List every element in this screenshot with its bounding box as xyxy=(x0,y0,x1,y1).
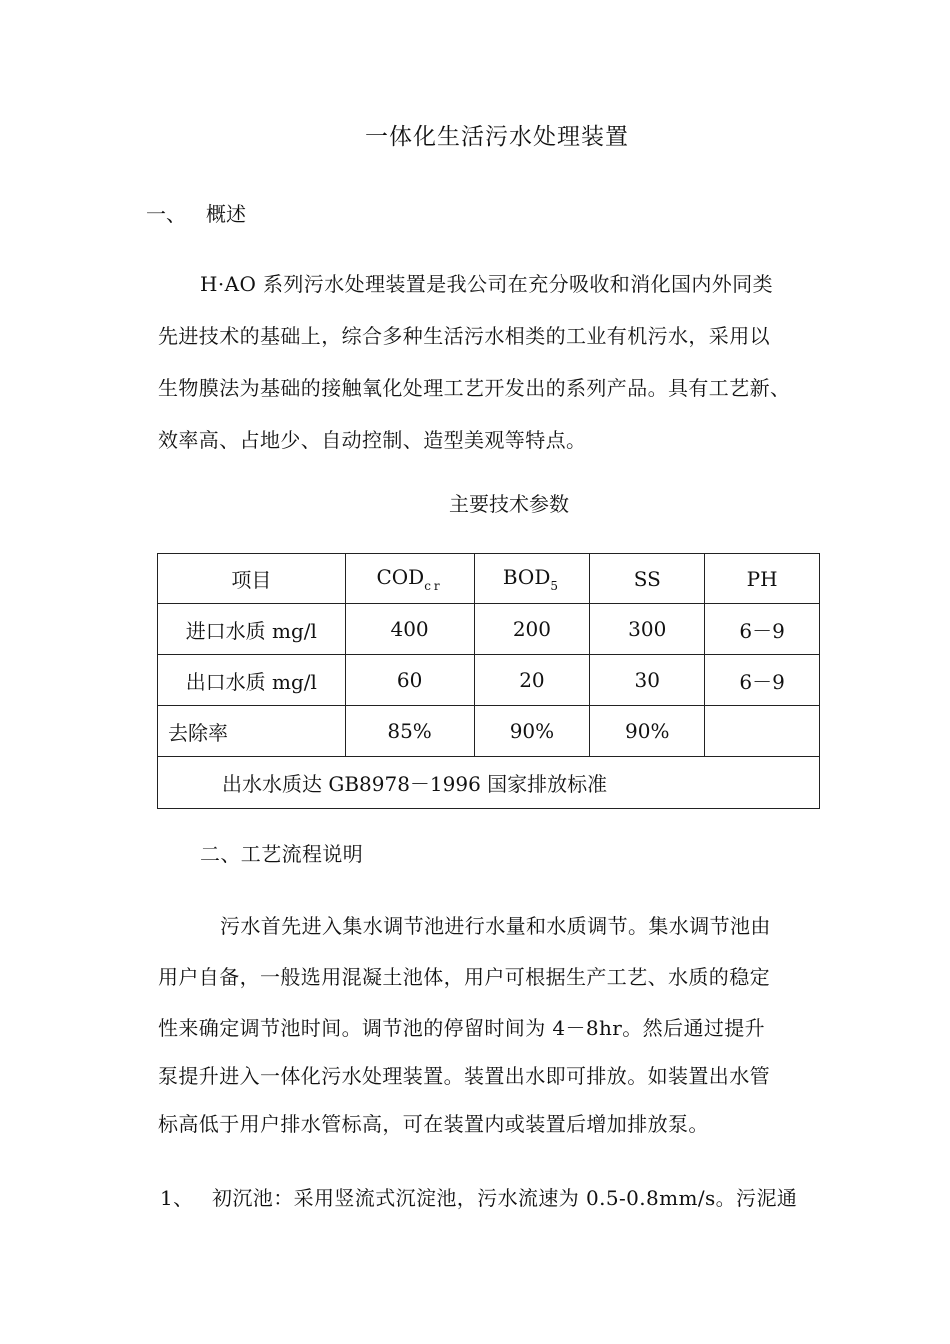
table-row xyxy=(158,604,820,655)
process-line: 污水首先进入集水调节池进行水量和水质调节。集水调节池由 xyxy=(220,914,771,938)
header-ss: SS xyxy=(590,554,705,604)
table-caption: 主要技术参数 xyxy=(449,492,569,516)
table-cell: 300 xyxy=(590,604,705,655)
process-line: 标高低于用户排水管标高，可在装置内或装置后增加排放泵。 xyxy=(158,1112,709,1136)
table-cell xyxy=(705,706,820,757)
table-note-row xyxy=(158,757,820,809)
page-title: 一体化生活污水处理装置 xyxy=(365,124,629,150)
item-1-number: 1、 xyxy=(160,1186,194,1210)
table-cell: 90% xyxy=(474,706,590,757)
section-2-heading: 二、工艺流程说明 xyxy=(200,842,364,866)
bod-subscript: 5 xyxy=(550,578,561,593)
table-cell: 90% xyxy=(590,706,705,757)
table-note: 出水水质达 GB8978－1996 国家排放标准 xyxy=(158,757,820,809)
table-cell: 85% xyxy=(345,706,474,757)
header-cod: $COD_{cr}$ xyxy=(345,554,474,604)
table-row xyxy=(158,706,820,757)
section-1-number: 一、 xyxy=(146,202,186,226)
header-bod: $BOD_5$ xyxy=(474,554,590,604)
intro-line: 生物膜法为基础的接触氧化处理工艺开发出的系列产品。具有工艺新、 xyxy=(158,376,791,400)
header-item: 项目 xyxy=(158,554,346,604)
intro-line: 先进技术的基础上，综合多种生活污水相类的工业有机污水，采用以 xyxy=(158,324,770,348)
table-cell: 出口水质 mg/l xyxy=(158,655,346,706)
process-line: 泵提升进入一体化污水处理装置。装置出水即可排放。如装置出水管 xyxy=(158,1064,770,1088)
process-line: 性来确定调节池时间。调节池的停留时间为 4－8hr。然后通过提升 xyxy=(158,1016,766,1040)
header-ph: PH xyxy=(705,554,820,604)
table-cell: 200 xyxy=(474,604,590,655)
table-cell: 6－9 xyxy=(705,604,820,655)
table-cell: 400 xyxy=(345,604,474,655)
table-cell: 去除率 xyxy=(158,706,346,757)
intro-line: 效率高、占地少、自动控制、造型美观等特点。 xyxy=(158,428,587,452)
table-cell: 30 xyxy=(590,655,705,706)
table-cell: 60 xyxy=(345,655,474,706)
table-header-row xyxy=(158,554,820,604)
table-cell: 进口水质 mg/l xyxy=(158,604,346,655)
table-row xyxy=(158,655,820,706)
intro-line: H·AO 系列污水处理装置是我公司在充分吸收和消化国内外同类 xyxy=(200,272,773,296)
item-1-text: 初沉池：采用竖流式沉淀池，污水流速为 0.5-0.8mm/s。污泥通 xyxy=(212,1186,798,1210)
table-cell: 6－9 xyxy=(705,655,820,706)
technical-parameters-table xyxy=(157,553,820,809)
table-cell: 20 xyxy=(474,655,590,706)
cod-subscript: cr xyxy=(424,578,443,593)
section-1-heading: 概述 xyxy=(206,202,246,226)
process-line: 用户自备，一般选用混凝土池体，用户可根据生产工艺、水质的稳定 xyxy=(158,965,770,989)
